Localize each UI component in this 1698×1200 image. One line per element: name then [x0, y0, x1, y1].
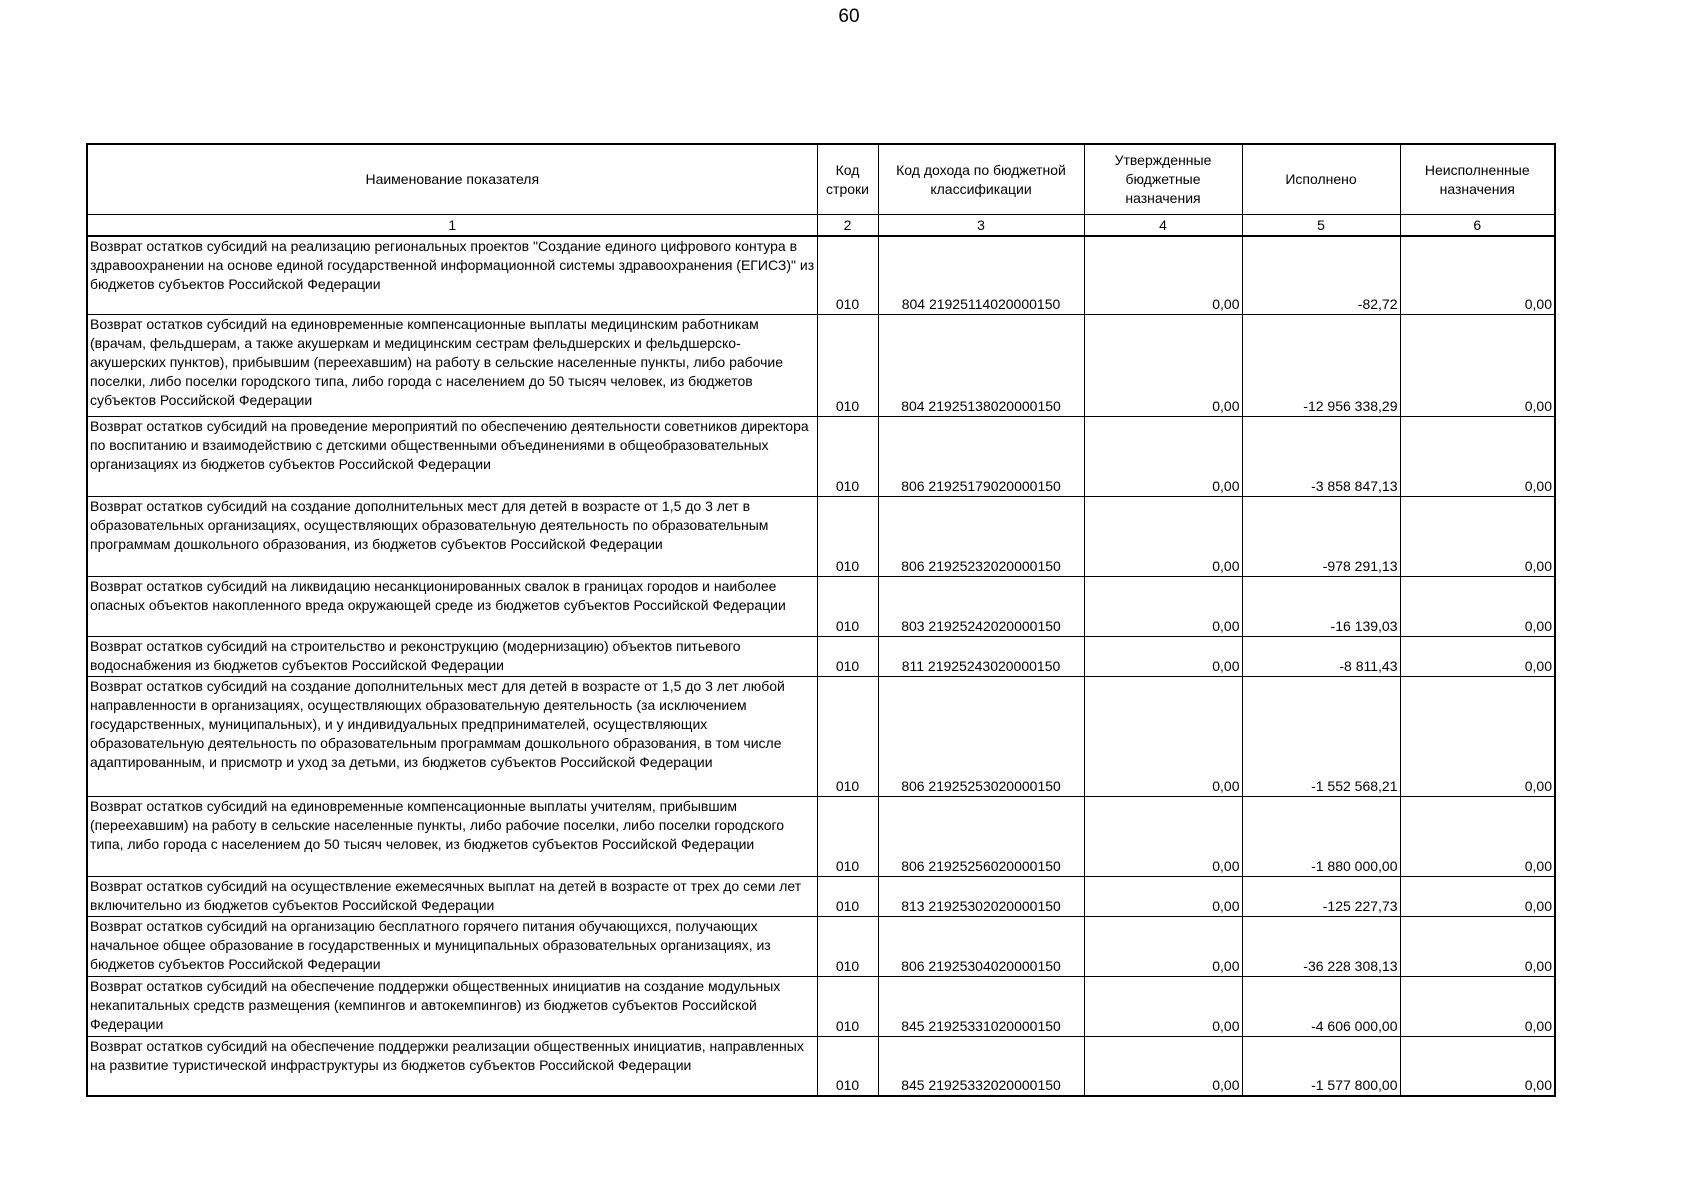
row-unexecuted: 0,00 [1400, 576, 1555, 636]
column-number: 6 [1400, 215, 1555, 237]
row-code: 010 [817, 876, 878, 916]
row-unexecuted: 0,00 [1400, 636, 1555, 676]
page-number: 60 [838, 6, 860, 27]
header-row-code: Код строки [817, 144, 878, 215]
table-row [87, 676, 1555, 796]
row-income-code: 806 21925304020000150 [878, 916, 1084, 976]
row-income-code: 806 21925179020000150 [878, 416, 1084, 496]
table-row [87, 636, 1555, 676]
row-name: Возврат остатков субсидий на единовременные компенсационные выплаты учителям, прибывшим (переехавшим) на работу в сельские населенные пункты, либо рабочие поселки, либо поселки городского типа, либо города с населением до 50 тысяч человек, из бюджетов субъектов Российской Федерации [87, 796, 817, 876]
row-name: Возврат остатков субсидий на организацию бесплатного горячего питания обучающихся, получающих начальное общее образование в государственных и муниципальных образовательных организациях, из бюджетов субъектов Российской Федерации [87, 916, 817, 976]
row-code: 010 [817, 314, 878, 416]
row-code: 010 [817, 1036, 878, 1096]
row-executed: -1 880 000,00 [1242, 796, 1400, 876]
row-income-code: 804 21925114020000150 [878, 236, 1084, 314]
row-executed: -1 577 800,00 [1242, 1036, 1400, 1096]
table-row [87, 876, 1555, 916]
row-unexecuted: 0,00 [1400, 796, 1555, 876]
row-code: 010 [817, 796, 878, 876]
row-name: Возврат остатков субсидий на обеспечение поддержки общественных инициатив на создание модульных некапитальных средств размещения (кемпингов и автокемпингов) из бюджетов субъектов Российской Федерации [87, 976, 817, 1036]
row-approved: 0,00 [1084, 1036, 1242, 1096]
row-executed: -1 552 568,21 [1242, 676, 1400, 796]
row-executed: -82,72 [1242, 236, 1400, 314]
table-row [87, 976, 1555, 1036]
row-income-code: 811 21925243020000150 [878, 636, 1084, 676]
row-unexecuted: 0,00 [1400, 876, 1555, 916]
header-approved: Утвержденные бюджетные назначения [1084, 144, 1242, 215]
row-name: Возврат остатков субсидий на единовременные компенсационные выплаты медицинским работникам (врачам, фельдшерам, а также акушеркам и медицинским сестрам фельдшерских и фельдшерско-акушерских пунктов), прибывшим (переехавшим) на работу в сельские населенные пункты, либо рабочие поселки, либо поселки городского типа, либо города с населением до 50 тысяч человек, из бюджетов субъектов Российской Федерации [87, 314, 817, 416]
row-code: 010 [817, 676, 878, 796]
row-executed: -978 291,13 [1242, 496, 1400, 576]
row-executed: -125 227,73 [1242, 876, 1400, 916]
table-row [87, 236, 1555, 314]
table-header-row [87, 144, 1555, 215]
row-unexecuted: 0,00 [1400, 976, 1555, 1036]
row-executed: -4 606 000,00 [1242, 976, 1400, 1036]
row-unexecuted: 0,00 [1400, 416, 1555, 496]
row-unexecuted: 0,00 [1400, 236, 1555, 314]
row-income-code: 804 21925138020000150 [878, 314, 1084, 416]
row-unexecuted: 0,00 [1400, 496, 1555, 576]
row-name: Возврат остатков субсидий на осуществление ежемесячных выплат на детей в возрасте от трех до семи лет включительно из бюджетов субъектов Российской Федерации [87, 876, 817, 916]
row-approved: 0,00 [1084, 636, 1242, 676]
row-approved: 0,00 [1084, 876, 1242, 916]
row-executed: -8 811,43 [1242, 636, 1400, 676]
header-unexecuted: Неисполненные назначения [1400, 144, 1555, 215]
row-unexecuted: 0,00 [1400, 916, 1555, 976]
row-code: 010 [817, 496, 878, 576]
row-name: Возврат остатков субсидий на обеспечение поддержки реализации общественных инициатив, направленных на развитие туристической инфраструктуры из бюджетов субъектов Российской Федерации [87, 1036, 817, 1096]
row-unexecuted: 0,00 [1400, 676, 1555, 796]
row-executed: -3 858 847,13 [1242, 416, 1400, 496]
row-income-code: 806 21925253020000150 [878, 676, 1084, 796]
row-income-code: 813 21925302020000150 [878, 876, 1084, 916]
row-name: Возврат остатков субсидий на создание дополнительных мест для детей в возрасте от 1,5 до 3 лет любой направленности в организациях, осуществляющих образовательную деятельность (за исключением государственных, муниципальных), и у индивидуальных предпринимателей, осуществляющих образовательную деятельность по образовательным программам дошкольного образования, в том числе адаптированным, и присмотр и уход за детьми, из бюджетов субъектов Российской Федерации [87, 676, 817, 796]
column-number: 1 [87, 215, 817, 237]
row-income-code: 806 21925256020000150 [878, 796, 1084, 876]
table-row [87, 496, 1555, 576]
table-body [87, 236, 1555, 1096]
row-approved: 0,00 [1084, 796, 1242, 876]
row-executed: -36 228 308,13 [1242, 916, 1400, 976]
header-executed: Исполнено [1242, 144, 1400, 215]
column-number-row [87, 215, 1555, 237]
header-income-code: Код дохода по бюджетной классификации [878, 144, 1084, 215]
row-approved: 0,00 [1084, 576, 1242, 636]
budget-report-table [86, 143, 1556, 1097]
row-code: 010 [817, 976, 878, 1036]
row-approved: 0,00 [1084, 976, 1242, 1036]
row-name: Возврат остатков субсидий на создание дополнительных мест для детей в возрасте от 1,5 до 3 лет в образовательных организациях, осуществляющих образовательную деятельность по образовательным программам дошкольного образования, из бюджетов субъектов Российской Федерации [87, 496, 817, 576]
header-name: Наименование показателя [87, 144, 817, 215]
row-income-code: 806 21925232020000150 [878, 496, 1084, 576]
row-income-code: 803 21925242020000150 [878, 576, 1084, 636]
row-executed: -12 956 338,29 [1242, 314, 1400, 416]
row-code: 010 [817, 916, 878, 976]
row-income-code: 845 21925332020000150 [878, 1036, 1084, 1096]
table-row [87, 916, 1555, 976]
row-approved: 0,00 [1084, 916, 1242, 976]
table-row [87, 314, 1555, 416]
table-row [87, 576, 1555, 636]
column-number: 2 [817, 215, 878, 237]
row-approved: 0,00 [1084, 236, 1242, 314]
row-code: 010 [817, 236, 878, 314]
table-row [87, 416, 1555, 496]
column-number: 4 [1084, 215, 1242, 237]
row-unexecuted: 0,00 [1400, 314, 1555, 416]
row-name: Возврат остатков субсидий на проведение мероприятий по обеспечению деятельности советников директора по воспитанию и взаимодействию с детскими общественными объединениями в общеобразовательных организациях из бюджетов субъектов Российской Федерации [87, 416, 817, 496]
table-row [87, 1036, 1555, 1096]
row-approved: 0,00 [1084, 416, 1242, 496]
table-row [87, 796, 1555, 876]
column-number: 5 [1242, 215, 1400, 237]
row-approved: 0,00 [1084, 314, 1242, 416]
column-number: 3 [878, 215, 1084, 237]
row-income-code: 845 21925331020000150 [878, 976, 1084, 1036]
row-name: Возврат остатков субсидий на строительство и реконструкцию (модернизацию) объектов питьевого водоснабжения из бюджетов субъектов Российской Федерации [87, 636, 817, 676]
row-code: 010 [817, 576, 878, 636]
row-code: 010 [817, 416, 878, 496]
row-approved: 0,00 [1084, 676, 1242, 796]
row-name: Возврат остатков субсидий на реализацию региональных проектов "Создание единого цифрового контура в здравоохранении на основе единой государственной информационной системы здравоохранения (ЕГИСЗ)" из бюджетов субъектов Российской Федерации [87, 236, 817, 314]
row-unexecuted: 0,00 [1400, 1036, 1555, 1096]
row-approved: 0,00 [1084, 496, 1242, 576]
row-code: 010 [817, 636, 878, 676]
row-executed: -16 139,03 [1242, 576, 1400, 636]
row-name: Возврат остатков субсидий на ликвидацию несанкционированных свалок в границах городов и наиболее опасных объектов накопленного вреда окружающей среде из бюджетов субъектов Российской Федерации [87, 576, 817, 636]
